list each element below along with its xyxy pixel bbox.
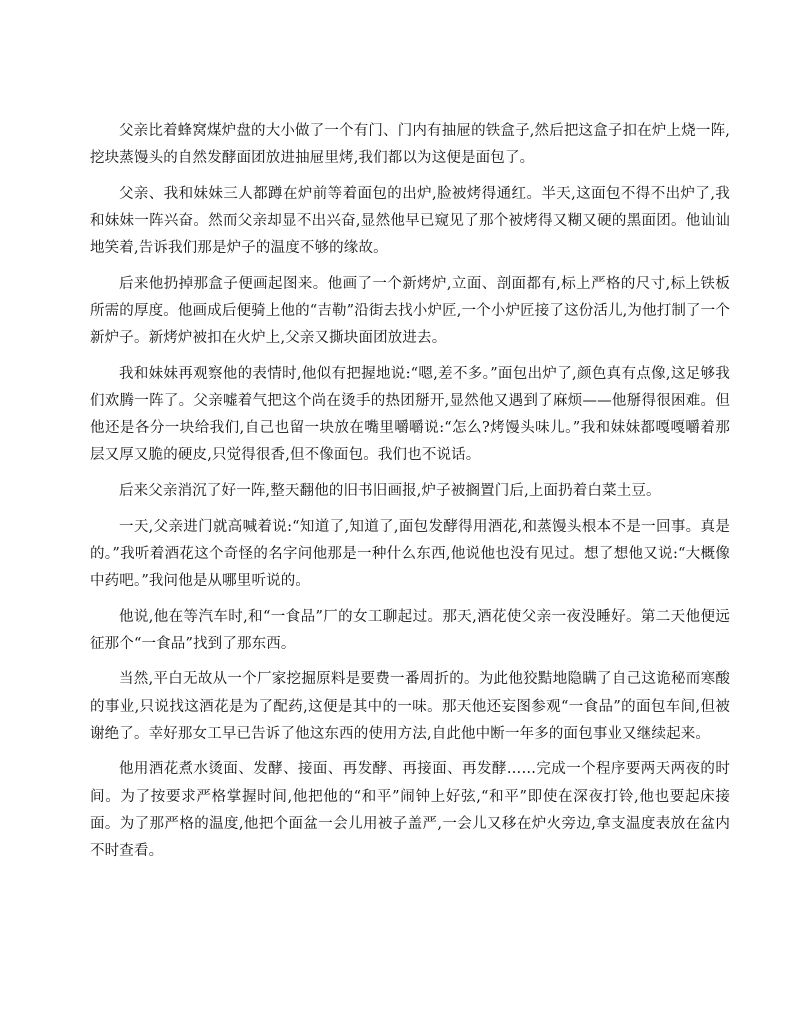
paragraph-7: 他说,他在等汽车时,和“一食品”厂的女工聊起过。那天,酒花使父亲一夜没睡好。第二天他便远征那个“一食品”找到了那东西。 bbox=[90, 608, 730, 652]
paragraph-2: 父亲、我和妹妹三人都蹲在炉前等着面包的出炉,脸被烤得通红。半天,这面包不得不出炉了,我和妹妹一阵兴奋。然而父亲却显不出兴奋,显然他早已窥见了那个被烤得又糊又硬的黑面团。他讪讪地笑着,告诉我们那是炉子的温度不够的缘故。 bbox=[90, 185, 730, 257]
document-body bbox=[90, 118, 730, 874]
paragraph-8: 当然,平白无故从一个厂家挖掘原料是要费一番周折的。为此他狡黠地隐瞒了自己这诡秘而寒酸的事业,只说找这酒花是为了配药,这便是其中的一味。那天他还妄图参观“一食品”的面包车间,但被谢绝了。幸好那女工早已告诉了他这东西的使用方法,自此他中断一年多的面包事业又继续起来。 bbox=[90, 671, 730, 742]
paragraph-3: 后来他扔掉那盒子便画起图来。他画了一个新烤炉,立面、剖面都有,标上严格的尺寸,标上铁板所需的厚度。他画成后便骑上他的“吉勒”沿街去找小炉匠,一个小炉匠接了这份活儿,为他打制了一个新炉子。新烤炉被扣在火炉上,父亲又撕块面团放进去。 bbox=[90, 275, 730, 347]
paragraph-4: 我和妹妹再观察他的表情时,他似有把握地说:“嗯,差不多。”面包出炉了,颜色真有点像,这足够我们欢腾一阵了。父亲嘘着气把这个尚在烫手的热团掰开,显然他又遇到了麻烦——他掰得很困难。但他还是各分一块给我们,自己也留一块放在嘴里嚼嚼说:“怎么?烤馒头味儿。”我和妹妹都嘎嘎嚼着那层又厚又脆的硬皮,只觉得很香,但不像面包。我们也不说话。 bbox=[90, 365, 730, 464]
paragraph-9: 他用酒花煮水烫面、发酵、接面、再发酵、再接面、再发酵……完成一个程序要两天两夜的时间。为了按要求严格掌握时间,他把他的“和平”闹钟上好弦,“和平”即使在深夜打铃,他也要起床接面。为了那严格的温度,他把个面盆一会儿用被子盖严,一会儿又移在炉火旁边,拿支温度表放在盆内不时查看。 bbox=[90, 761, 730, 859]
paragraph-1: 父亲比着蜂窝煤炉盘的大小做了一个有门、门内有抽屉的铁盒子,然后把这盒子扣在炉上烧一阵,挖块蒸馒头的自然发酵面团放进抽屉里烤,我们都以为这便是面包了。 bbox=[90, 123, 730, 167]
paragraph-5: 后来父亲消沉了好一阵,整天翻他的旧书旧画报,炉子被搁置门后,上面扔着白菜土豆。 bbox=[119, 483, 661, 499]
paragraph-6: 一天,父亲进门就高喊着说:“知道了,知道了,面包发酵得用酒花,和蒸馒头根本不是一回事。真是的。”我听着酒花这个奇怪的名字问他那是一种什么东西,他说他也没有见过。想了想他又说:“大概像中药吧。”我问他是从哪里听说的。 bbox=[90, 518, 730, 589]
